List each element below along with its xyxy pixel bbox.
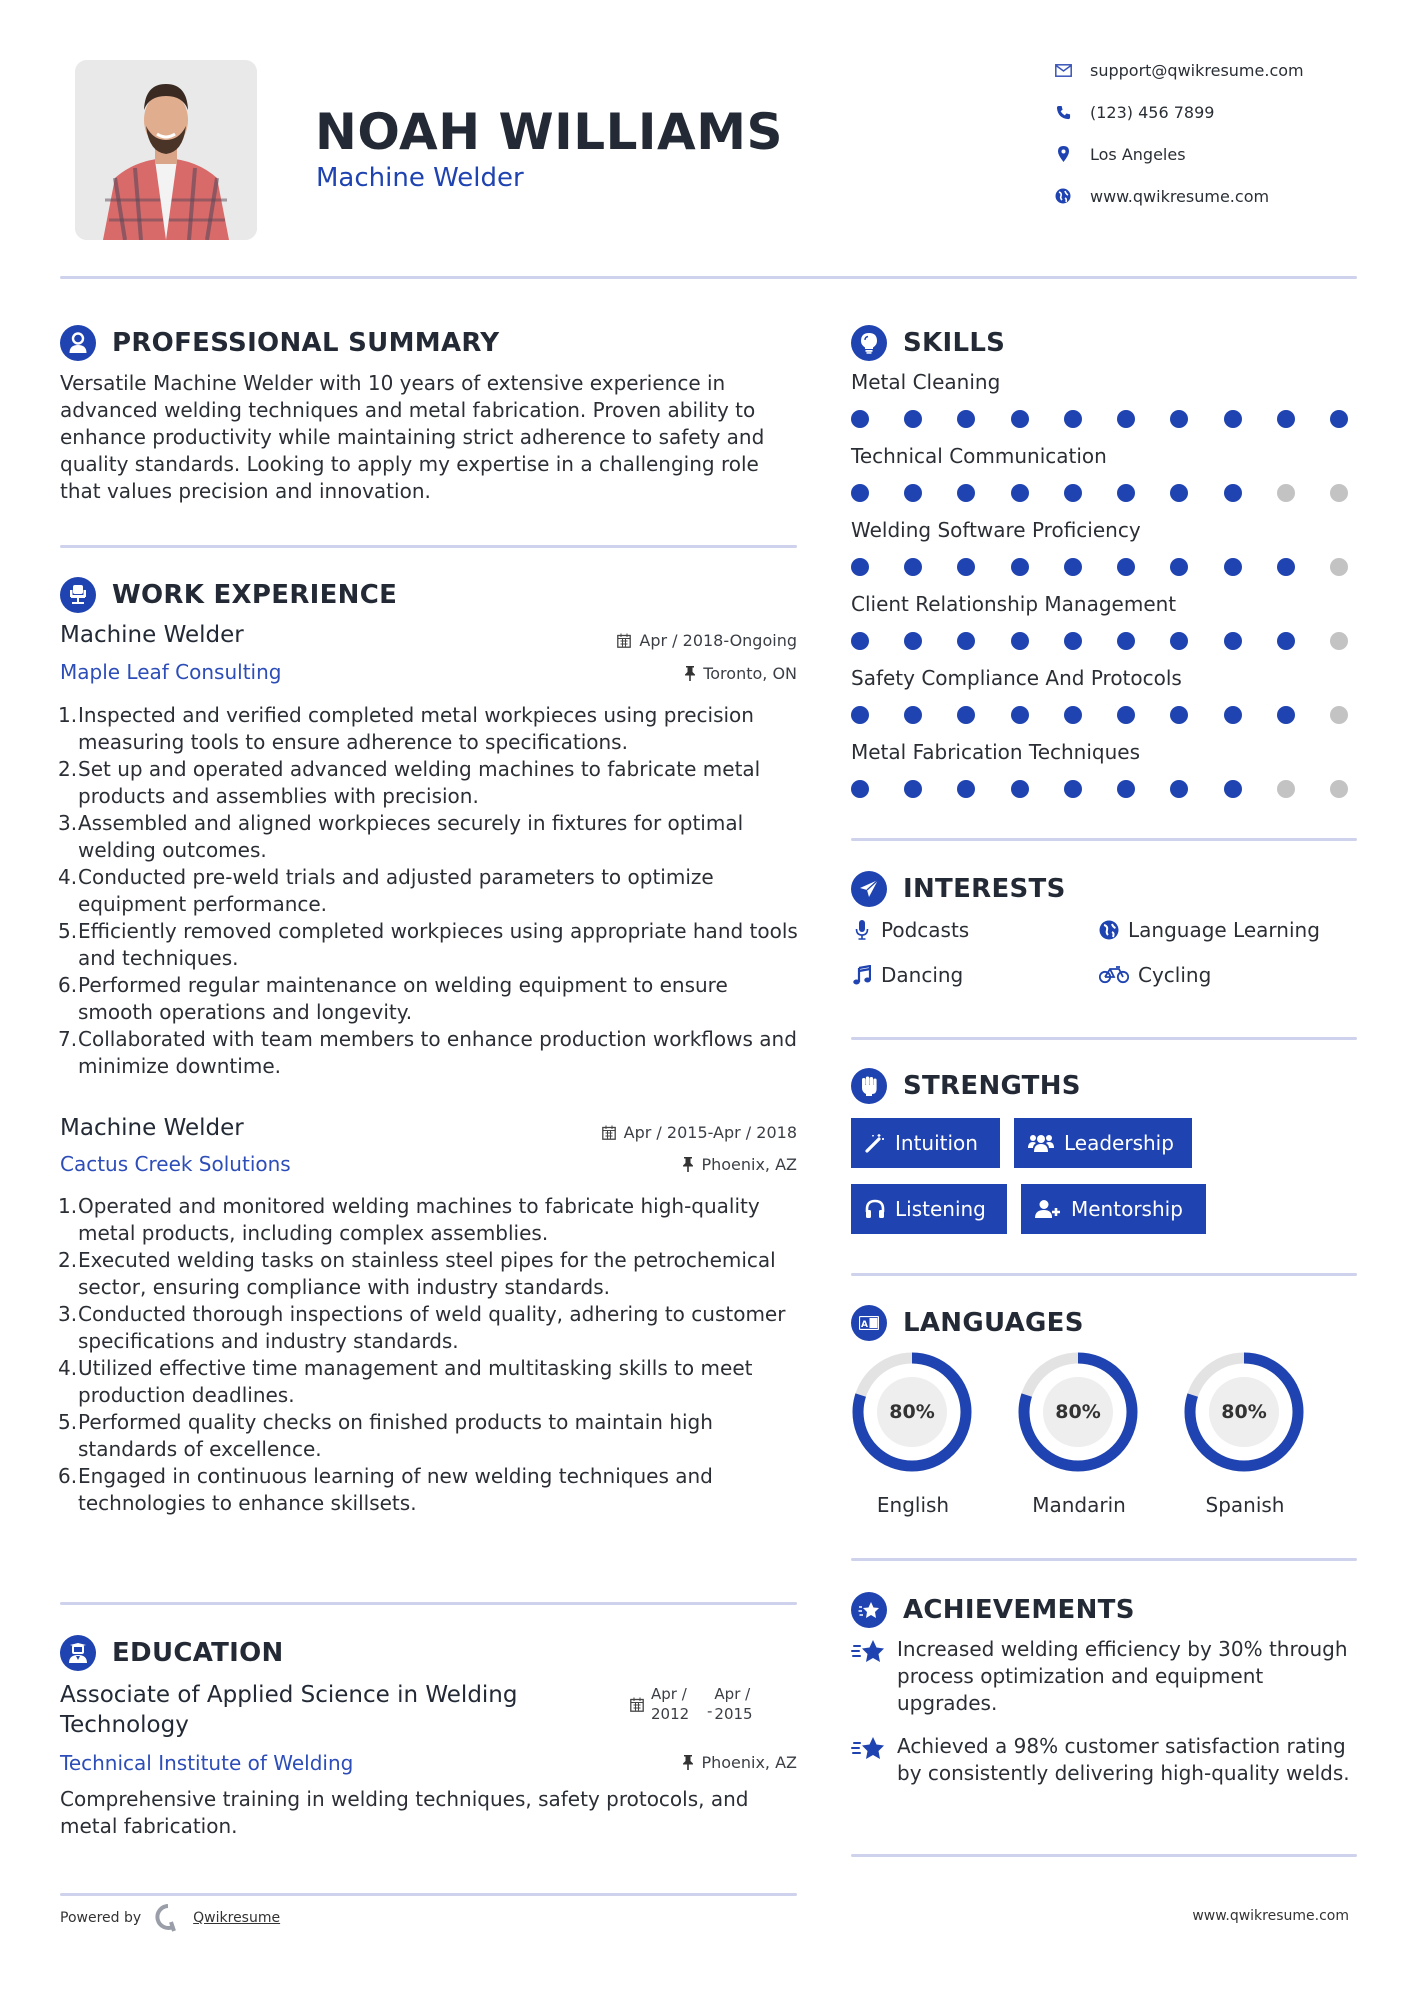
language-english: 80% English [851, 1351, 975, 1517]
globe-icon [1098, 920, 1120, 940]
rating-dot-filled [957, 484, 975, 502]
education-location: Phoenix, AZ [500, 1753, 797, 1772]
fist-icon [851, 1068, 887, 1104]
school-name: Technical Institute of Welding [60, 1751, 354, 1775]
language-icon [851, 1305, 887, 1341]
summary-text: Versatile Machine Welder with 10 years of extensive experience in advanced welding techniques and metal fabrication. Proven ability to enhance productivity while maintaining strict adherence to safety and quality standards. Looking to apply my expertise in a challenging role that values precision and innovation. [60, 371, 765, 503]
rating-dot-filled [1011, 410, 1029, 428]
rating-dot-filled [851, 632, 869, 650]
lightbulb-icon [851, 325, 887, 361]
rating-dot-filled [904, 484, 922, 502]
rating-dot-filled [1117, 780, 1135, 798]
rating-dot-filled [851, 484, 869, 502]
language-spanish: 80% Spanish [1183, 1351, 1307, 1517]
interest-dancing: Dancing [851, 963, 963, 987]
contact-website[interactable] [1052, 183, 1269, 209]
contact-location-text: Los Angeles [1090, 144, 1186, 164]
envelope-icon [1052, 59, 1074, 81]
education-description: Comprehensive training in welding techniques, safety protocols, and metal fabrication. [60, 1787, 749, 1838]
job-location: Phoenix, AZ [500, 1155, 797, 1174]
rating-dot-filled [957, 632, 975, 650]
interest-podcasts: Podcasts [851, 918, 969, 942]
language-progress-ring: 80% [1183, 1351, 1305, 1473]
rating-dot-empty [1277, 484, 1295, 502]
experience-heading: WORK EXPERIENCE [60, 575, 397, 615]
list-item: 6. Performed regular maintenance on welding equipment to ensure smooth operations and longevity. [58, 973, 728, 1024]
list-item: 6. Engaged in continuous learning of new welding techniques and technologies to enhance skillsets. [58, 1464, 713, 1515]
users-icon [1028, 1133, 1054, 1153]
rating-dot-filled [1011, 558, 1029, 576]
list-item: 2. Set up and operated advanced welding machines to fabricate metal products and assemblies with precision. [58, 757, 761, 808]
rating-dot-filled [1064, 558, 1082, 576]
rating-dot-filled [1011, 632, 1029, 650]
rating-dot-filled [957, 706, 975, 724]
skill-item: Metal Fabrication Techniques [851, 740, 1348, 814]
candidate-title: Machine Welder [316, 163, 524, 193]
list-item: 2. Executed welding tasks on stainless steel pipes for the petrochemical sector, ensuring compliance with industry standards. [58, 1248, 776, 1299]
rating-dot-filled [1224, 632, 1242, 650]
list-item: 1. Inspected and verified completed metal workpieces using precision measuring tools to ensure adherence to specifications. [58, 703, 754, 754]
rating-dot-filled [1277, 706, 1295, 724]
graduate-icon [60, 1635, 96, 1671]
languages-divider [851, 1558, 1357, 1561]
skill-item: Client Relationship Management [851, 592, 1348, 666]
interests-divider [851, 1037, 1357, 1040]
achievements-divider [851, 1854, 1357, 1857]
language-mandarin: 80% Mandarin [1017, 1351, 1141, 1517]
job-responsibilities [60, 702, 802, 1080]
rating-dot-filled [1277, 632, 1295, 650]
education-end: Apr / 2015 [714, 1685, 753, 1723]
rating-dot-filled [1117, 706, 1135, 724]
list-item: 4. Utilized effective time management and multitasking skills to meet production deadlines. [58, 1356, 753, 1407]
music-note-icon [851, 965, 873, 985]
rating-dot-filled [1064, 484, 1082, 502]
rating-dot-filled [904, 410, 922, 428]
rating-dot-filled [1011, 484, 1029, 502]
rating-dot-empty [1330, 706, 1348, 724]
degree-title: Associate of Applied Science in Welding Technology [60, 1682, 518, 1738]
job-title: Machine Welder [60, 622, 244, 648]
skill-rating [851, 484, 1348, 502]
list-item: 4. Conducted pre-weld trials and adjusted parameters to optimize equipment performance. [58, 865, 714, 916]
rating-dot-filled [851, 780, 869, 798]
pushpin-icon [685, 666, 695, 681]
rating-dot-filled [1170, 410, 1188, 428]
rating-dot-filled [1064, 632, 1082, 650]
rating-dot-filled [1117, 632, 1135, 650]
powered-by: Powered by Qwikresume [60, 1904, 280, 1932]
company-name: Cactus Creek Solutions [60, 1152, 291, 1176]
skills-divider [851, 838, 1357, 841]
rating-dot-filled [1064, 780, 1082, 798]
job-dates: Apr / 2015-Apr / 2018 [480, 1123, 797, 1142]
rating-dot-filled [904, 780, 922, 798]
calendar-icon [602, 1125, 616, 1140]
star-icon [851, 1636, 887, 1717]
header-divider [60, 276, 1357, 279]
rating-dot-empty [1330, 632, 1348, 650]
strength-mentorship: Mentorship [1021, 1184, 1206, 1234]
star-icon [851, 1733, 887, 1787]
list-item: 7. Collaborated with team members to enhance production workflows and minimize downtime. [58, 1027, 797, 1078]
skills-list [851, 370, 1348, 814]
bicycle-icon [1098, 966, 1130, 984]
magic-wand-icon [865, 1133, 885, 1153]
rating-dot-filled [1224, 780, 1242, 798]
rating-dot-filled [1011, 780, 1029, 798]
rating-dot-filled [957, 410, 975, 428]
rating-dot-filled [904, 706, 922, 724]
interest-language-learning: Language Learning [1098, 918, 1320, 942]
education-dates: Apr / 2012 - Apr / 2015 [630, 1684, 758, 1724]
qwikresume-link[interactable]: Qwikresume [193, 1910, 281, 1926]
rating-dot-empty [1277, 780, 1295, 798]
rating-dot-filled [904, 632, 922, 650]
rating-dot-filled [1117, 410, 1135, 428]
rating-dot-filled [1170, 780, 1188, 798]
interests-heading: INTERESTS [851, 869, 1066, 909]
rating-dot-filled [1224, 410, 1242, 428]
skill-rating [851, 780, 1348, 798]
rating-dot-filled [1170, 558, 1188, 576]
achievements-heading: ACHIEVEMENTS [851, 1590, 1135, 1630]
list-item: 5. Performed quality checks on finished products to maintain high standards of excellence. [58, 1410, 713, 1461]
job-dates: Apr / 2018-Ongoing [500, 631, 797, 650]
rating-dot-filled [1117, 484, 1135, 502]
skill-rating [851, 410, 1348, 428]
calendar-icon [630, 1697, 644, 1712]
strength-intuition: Intuition [851, 1118, 1000, 1168]
interest-cycling: Cycling [1098, 963, 1211, 987]
achievement-item: Achieved a 98% customer satisfaction rating by consistently delivering high-quality welds. [851, 1733, 1357, 1787]
globe-icon [1052, 185, 1074, 207]
rating-dot-filled [957, 780, 975, 798]
rating-dot-filled [851, 558, 869, 576]
phone-icon [1052, 101, 1074, 123]
paper-plane-icon [851, 871, 887, 907]
contact-email-text: support@qwikresume.com [1090, 60, 1304, 80]
rating-dot-filled [1224, 558, 1242, 576]
summary-heading: PROFESSIONAL SUMMARY [60, 323, 499, 363]
contact-website-text: www.qwikresume.com [1090, 186, 1270, 206]
skill-item: Welding Software Proficiency [851, 518, 1348, 592]
rating-dot-filled [957, 558, 975, 576]
map-marker-icon [1052, 143, 1074, 165]
rating-dot-filled [1277, 558, 1295, 576]
rating-dot-empty [1330, 780, 1348, 798]
skill-rating [851, 706, 1348, 724]
footer-divider [60, 1893, 797, 1896]
summary-divider [60, 545, 797, 548]
pushpin-icon [683, 1157, 693, 1172]
list-item: 5. Efficiently removed completed workpieces using appropriate hand tools and techniques. [58, 919, 798, 970]
rating-dot-filled [1277, 410, 1295, 428]
contact-location [1052, 141, 1186, 167]
list-item: 3. Assembled and aligned workpieces securely in fixtures for optimal welding outcomes. [58, 811, 744, 862]
skill-item: Metal Cleaning [851, 370, 1348, 444]
rating-dot-filled [1224, 484, 1242, 502]
company-name: Maple Leaf Consulting [60, 660, 282, 684]
strength-listening: Listening [851, 1184, 1007, 1234]
pushpin-icon [683, 1755, 693, 1770]
languages-heading: A LANGUAGES [851, 1303, 1084, 1343]
rating-dot-filled [851, 706, 869, 724]
office-chair-icon [60, 577, 96, 613]
job-title: Machine Welder [60, 1115, 244, 1141]
footer-website[interactable]: www.qwikresume.com [1192, 1908, 1349, 1924]
rating-dot-filled [1170, 706, 1188, 724]
contact-phone-text: (123) 456 7899 [1090, 102, 1215, 122]
user-plus-icon [1035, 1199, 1061, 1219]
experience-divider [60, 1602, 797, 1605]
rating-dot-filled [904, 558, 922, 576]
qwikresume-logo-icon [155, 1904, 181, 1932]
rating-dot-filled [1117, 558, 1135, 576]
rating-dot-empty [1330, 558, 1348, 576]
skills-heading: SKILLS [851, 323, 1005, 363]
skill-item: Safety Compliance And Protocols [851, 666, 1348, 740]
rating-dot-filled [1330, 410, 1348, 428]
rating-dot-filled [1064, 706, 1082, 724]
rating-dot-filled [1170, 632, 1188, 650]
rating-dot-filled [1224, 706, 1242, 724]
rating-dot-filled [1011, 706, 1029, 724]
achievement-item: Increased welding efficiency by 30% through process optimization and equipment upgrades. [851, 1636, 1357, 1717]
skill-rating [851, 632, 1348, 650]
contact-phone[interactable] [1052, 99, 1214, 125]
rating-dot-empty [1330, 484, 1348, 502]
rating-dot-filled [851, 410, 869, 428]
job-responsibilities [60, 1193, 802, 1517]
rating-dot-filled [1170, 484, 1188, 502]
strengths-divider [851, 1273, 1357, 1276]
portrait-photo [75, 60, 257, 240]
language-progress-ring: 80% [851, 1351, 973, 1473]
headphones-icon [865, 1199, 885, 1219]
education-heading: EDUCATION [60, 1633, 284, 1673]
profile-photo [75, 60, 257, 240]
achievements-list [851, 1636, 1357, 1787]
star-badge-icon [851, 1592, 887, 1628]
svg-text:A: A [861, 1320, 868, 1330]
list-item: 3. Conducted thorough inspections of weld quality, adhering to customer specifications and industry standards. [58, 1302, 786, 1353]
language-progress-ring: 80% [1017, 1351, 1139, 1473]
skill-rating [851, 558, 1348, 576]
education-start: Apr / 2012 [651, 1685, 690, 1723]
job-location: Toronto, ON [500, 664, 797, 683]
calendar-icon [617, 633, 631, 648]
user-icon [60, 325, 96, 361]
candidate-name: NOAH WILLIAMS [315, 103, 783, 161]
strength-leadership: Leadership [1014, 1118, 1192, 1168]
rating-dot-filled [1064, 410, 1082, 428]
skill-item: Technical Communication [851, 444, 1348, 518]
strengths-heading: STRENGTHS [851, 1066, 1081, 1106]
microphone-icon [851, 920, 873, 940]
contact-email[interactable] [1052, 57, 1304, 83]
list-item: 1. Operated and monitored welding machines to fabricate high-quality metal products, including complex assemblies. [58, 1194, 760, 1245]
